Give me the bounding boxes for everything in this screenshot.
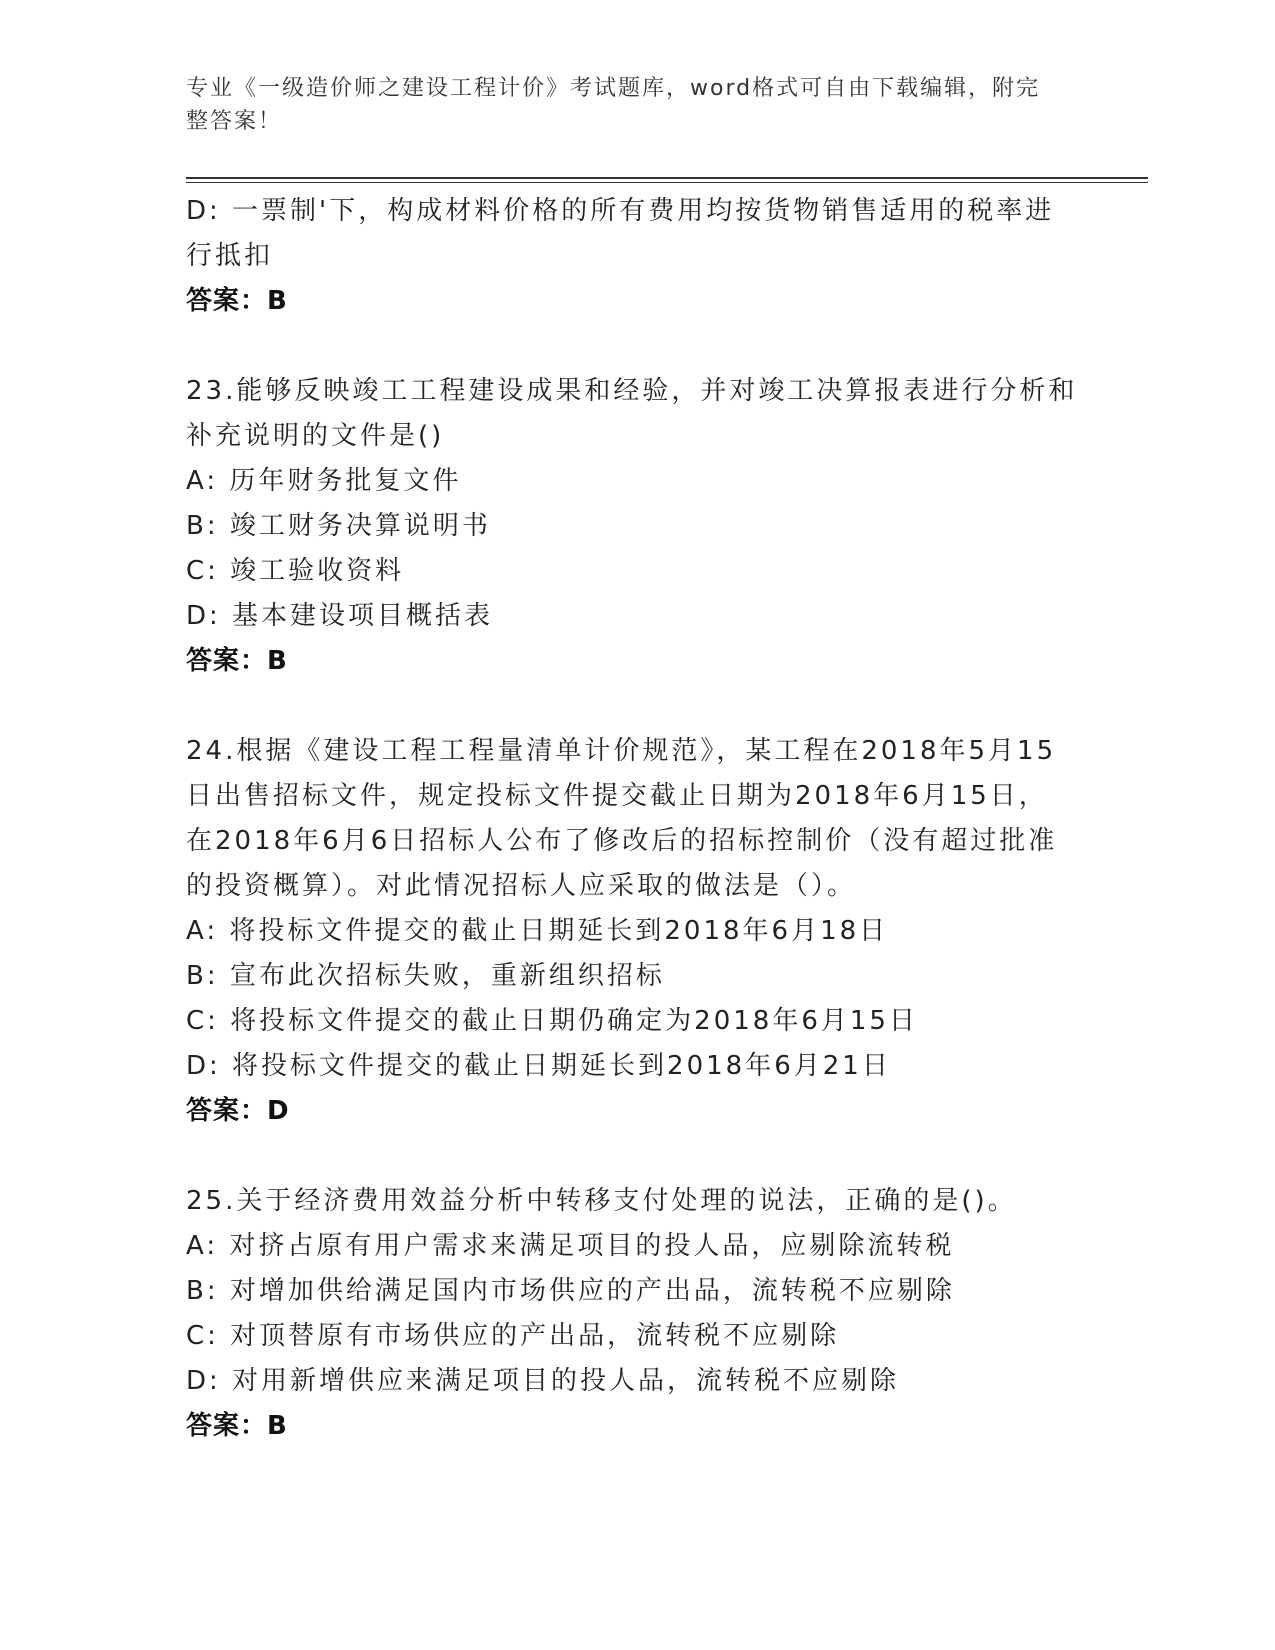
header-divider-thick <box>186 177 1148 179</box>
spacer <box>186 324 1086 369</box>
option-b: B: 竣工财务决算说明书 <box>186 511 491 541</box>
spacer <box>186 1134 1086 1179</box>
answer: 答案：B <box>186 1411 288 1441</box>
header-line-2: 整答案！ <box>186 109 283 134</box>
option-c: C: 竣工验收资料 <box>186 556 405 586</box>
question-stem-continued: 的投资概算）。对此情况招标人应采取的做法是（）。 <box>186 871 857 901</box>
option-c: C: 将投标文件提交的截止日期仍确定为2018年6月15日 <box>186 1006 918 1036</box>
option-d-continued: 行抵扣 <box>186 241 274 271</box>
question-23 <box>186 369 1086 684</box>
option-d: D: 对用新增供应来满足项目的投人品，流转税不应剔除 <box>186 1366 900 1396</box>
header-line-1: 专业《一级造价师之建设工程计价》考试题库，word格式可自由下载编辑，附完 <box>186 76 1041 101</box>
question-24 <box>186 729 1086 1134</box>
option-c: C: 对顶替原有市场供应的产出品，流转税不应剔除 <box>186 1321 840 1351</box>
option-d: D: 一票制'下，构成材料价格的所有费用均按货物销售适用的税率进 <box>186 196 1055 226</box>
option-d: D: 基本建设项目概括表 <box>186 601 494 631</box>
answer: 答案：D <box>186 1096 290 1126</box>
document-header <box>186 72 1066 138</box>
question-content <box>186 189 1086 1449</box>
answer: 答案：B <box>186 646 288 676</box>
option-b: B: 宣布此次招标失败，重新组织招标 <box>186 961 665 991</box>
question-stem: 24.根据《建设工程工程量清单计价规范》，某工程在2018年5月15 <box>186 736 1057 766</box>
question-22-tail <box>186 189 1086 324</box>
option-d: D: 将投标文件提交的截止日期延长到2018年6月21日 <box>186 1051 891 1081</box>
question-stem: 23.能够反映竣工工程建设成果和经验，并对竣工决算报表进行分析和 <box>186 376 1078 406</box>
question-stem-continued: 补充说明的文件是() <box>186 421 445 451</box>
question-stem-continued: 在2018年6月6日招标人公布了修改后的招标控制价（没有超过批准 <box>186 826 1058 856</box>
option-b: B: 对增加供给满足国内市场供应的产出品，流转税不应剔除 <box>186 1276 955 1306</box>
header-divider-thin <box>186 182 1148 183</box>
answer: 答案：B <box>186 286 288 316</box>
option-a: A: 将投标文件提交的截止日期延长到2018年6月18日 <box>186 916 889 946</box>
question-stem-continued: 日出售招标文件，规定投标文件提交截止日期为2018年6月15日， <box>186 781 1048 811</box>
question-25 <box>186 1179 1086 1449</box>
option-a: A: 历年财务批复文件 <box>186 466 462 496</box>
option-a: A: 对挤占原有用户需求来满足项目的投人品，应剔除流转税 <box>186 1231 955 1261</box>
question-stem: 25.关于经济费用效益分析中转移支付处理的说法，正确的是()。 <box>186 1186 1017 1216</box>
spacer <box>186 684 1086 729</box>
